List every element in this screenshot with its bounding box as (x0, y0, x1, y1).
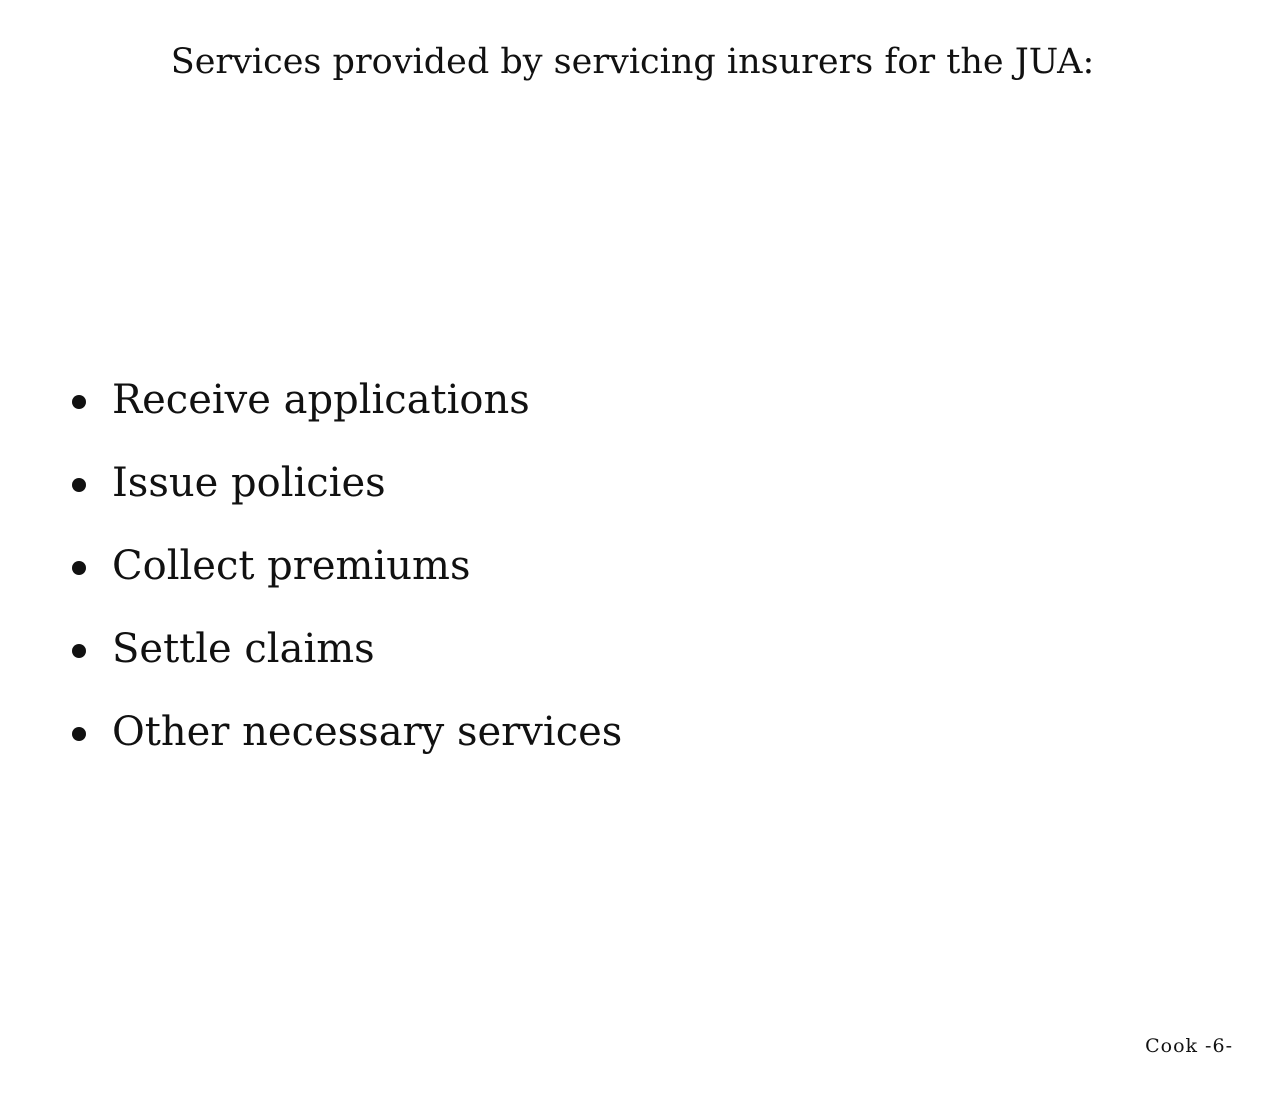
list-item-receive-applications (70, 374, 622, 457)
slide-title: Services provided by servicing insurers for the JUA: (170, 42, 1095, 82)
list-item-other-services (70, 706, 622, 789)
list-item-label: Receive applications (112, 377, 530, 423)
list-item-collect-premiums (70, 540, 622, 623)
list-item-label: Settle claims (112, 626, 375, 672)
bullet-icon (72, 395, 86, 409)
list-item-label: Collect premiums (112, 543, 471, 589)
list-item-issue-policies (70, 457, 622, 540)
list-item-label: Issue policies (112, 460, 386, 506)
list-item-settle-claims (70, 623, 622, 706)
bullet-icon (72, 644, 86, 658)
bullet-icon (72, 561, 86, 575)
services-bullet-list (70, 374, 622, 789)
bullet-icon (72, 478, 86, 492)
page-footer: Cook -6- (1145, 1035, 1233, 1057)
list-item-label: Other necessary services (112, 709, 623, 755)
bullet-icon (72, 727, 86, 741)
